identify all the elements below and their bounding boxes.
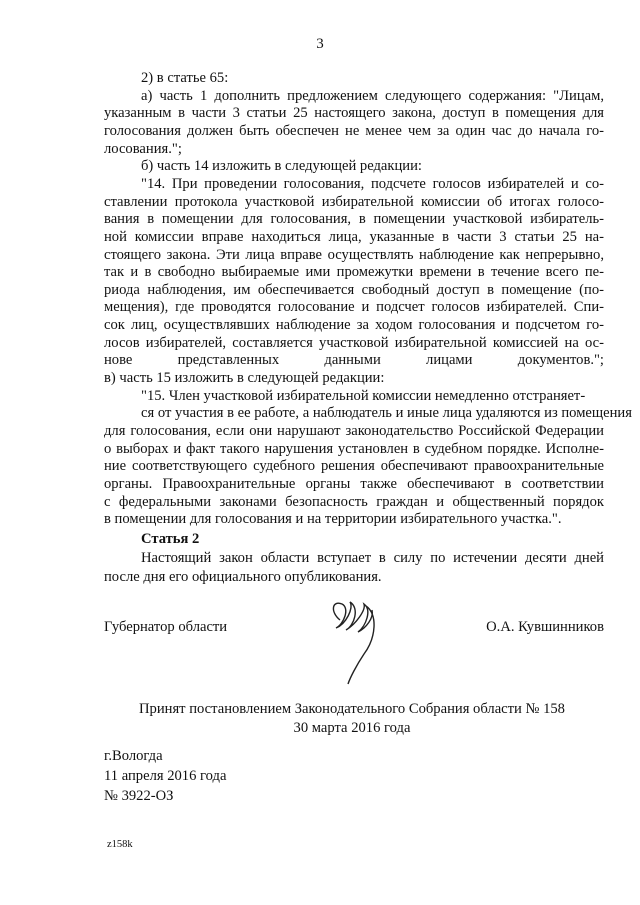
body-line: ной комиссии вправе находиться лица, указанные в части 3 статьи 25 на- bbox=[104, 229, 604, 245]
body-line: мещения), где проводятся голосование и подсчет голосов избирателей. Спи- bbox=[104, 299, 604, 315]
body-line: органы. Правоохранительные органы также обеспечивают в соответствии bbox=[104, 476, 604, 492]
date: 11 апреля 2016 года bbox=[104, 768, 227, 784]
article-body-line: Настоящий закон области вступает в силу по истечении десяти дней bbox=[141, 550, 604, 566]
body-line: в помещении для голосования и на территории избирательного участка.". bbox=[104, 511, 562, 527]
body-line: так и в свободно выбираемые ими промежутки времени в течение всего пе- bbox=[104, 264, 604, 280]
body-line: лосования."; bbox=[104, 141, 182, 157]
adoption-date: 30 марта 2016 года bbox=[293, 720, 411, 736]
adoption-line: Принят постановлением Законодательного Собрания области № 158 bbox=[139, 701, 565, 717]
body-line: ся от участия в ее работе, а наблюдатель и иные лица удаляются из помещения bbox=[141, 405, 632, 421]
governor-title: Губернатор области bbox=[104, 619, 228, 635]
law-number: № 3922-ОЗ bbox=[104, 788, 174, 804]
body-line: стоящего закона. Эти лица вправе осуществлять наблюдение как непрерывно, bbox=[104, 247, 604, 263]
body-line: "14. При проведении голосования, подсчете голосов избирателей и со- bbox=[141, 176, 604, 192]
body-line: а) часть 1 дополнить предложением следующего содержания: "Лицам, bbox=[141, 88, 604, 104]
body-line: нове представленных данными лицами документов."; bbox=[104, 352, 604, 368]
page-number: 3 bbox=[316, 36, 324, 52]
document-code: z158k bbox=[107, 839, 133, 850]
article-body-line: после дня его официального опубликования. bbox=[104, 569, 382, 585]
body-line: о выборах и факт такого нарушения установлен в судебном порядке. Исполне- bbox=[104, 441, 604, 457]
city: г.Вологда bbox=[104, 748, 163, 764]
body-line: с федеральными законами безопасность граждан и общественный порядок bbox=[104, 494, 604, 510]
body-line: голосования должен быть обеспечен не менее чем за один час до начала го- bbox=[104, 123, 604, 139]
body-line: 2) в статье 65: bbox=[141, 70, 229, 86]
body-line: ние соответствующего судебного решения обеспечивают правоохранительные bbox=[104, 458, 604, 474]
body-line: в) часть 15 изложить в следующей редакции: bbox=[104, 370, 385, 386]
governor-name: О.А. Кувшинников bbox=[486, 619, 604, 635]
body-line: риода наблюдения, им обеспечивается свободный доступ в помещение (по- bbox=[104, 282, 604, 298]
body-line: ставлении протокола участковой избирательной комиссии об итогах голосо- bbox=[104, 194, 604, 210]
body-line: б) часть 14 изложить в следующей редакции: bbox=[141, 158, 422, 174]
body-line: указанным в части 3 статьи 25 настоящего закона, доступ в помещения для bbox=[104, 105, 604, 121]
article-heading: Статья 2 bbox=[141, 531, 200, 547]
body-line: для голосования, если они нарушают законодательство Российской Федерации bbox=[104, 423, 604, 439]
body-line: сок лиц, осуществлявших наблюдение за ходом голосования и подсчетом го- bbox=[104, 317, 604, 333]
body-line: лосов избирателей, составляется участковой избирательной комиссией на ос- bbox=[104, 335, 604, 351]
body-line: вания в помещении для голосования, в помещении участковой избиратель- bbox=[104, 211, 604, 227]
body-line: "15. Член участковой избирательной комиссии немедленно отстраняет- bbox=[141, 388, 586, 404]
signature-image bbox=[326, 594, 390, 686]
